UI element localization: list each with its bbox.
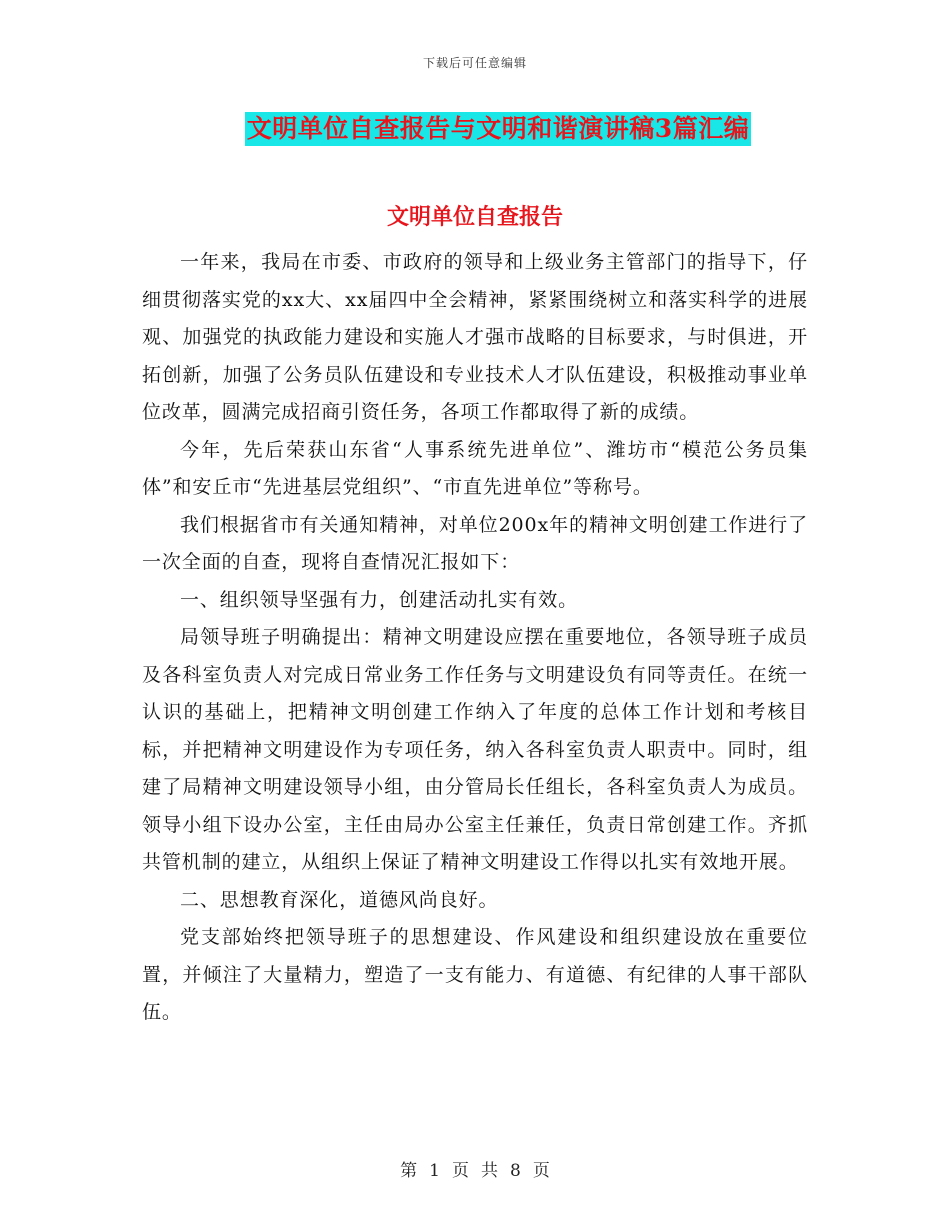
document-title-wrap xyxy=(0,112,950,146)
header-note: 下载后可任意编辑 xyxy=(422,56,527,70)
paragraph: 我们根据省市有关通知精神，对单位200x年的精神文明创建工作进行了一次全面的自查，现将自查情况汇报如下： xyxy=(142,513,808,573)
document-body xyxy=(142,244,808,1032)
document-title: 文明单位自查报告与文明和谐演讲稿3篇汇编 xyxy=(245,112,751,146)
footer-prefix: 第 xyxy=(400,1161,418,1181)
section-title: 文明单位自查报告 xyxy=(386,204,563,230)
paragraph: 今年，先后荣获山东省“人事系统先进单位”、潍坊市“模范公务员集体”和安丘市“先进基层党组织”、“市直先进单位”等称号。 xyxy=(142,438,808,498)
footer-total-word: 共 xyxy=(481,1161,498,1181)
footer-page-word: 页 xyxy=(452,1161,469,1181)
paragraph: 局领导班子明确提出：精神文明建设应摆在重要地位，各领导班子成员及各科室负责人对完成日常业务工作任务与文明建设负有同等责任。在统一认识的基础上，把精神文明创建工作纳入了年度的总体工作计划和考核目标，并把精神文明建设作为专项任务，纳入各科室负责人职责中。同时，组建了局精神文明建设领导小组，由分管局长任组长，各科室负责人为成员。领导小组下设办公室，主任由局办公室主任兼任，负责日常创建工作。齐抓共管机制的建立，从组织上保证了精神文明建设工作得以扎实有效地开展。 xyxy=(142,626,808,873)
section-heading: 一、组织领导坚强有力，创建活动扎实有效。 xyxy=(180,588,579,611)
paragraph: 一年来，我局在市委、市政府的领导和上级业务主管部门的指导下，仔细贯彻落实党的xx大、xx届四中全会精神，紧紧围绕树立和落实科学的进展观、加强党的执政能力建设和实施人才强市战略的目标要求，与时俱进，开拓创新，加强了公务员队伍建设和专业技术人才队伍建设，积极推动事业单位改革，圆满完成招商引资任务，各项工作都取得了新的成绩。 xyxy=(142,251,808,423)
page-footer xyxy=(0,1156,950,1181)
footer-current-page: 1 xyxy=(429,1161,440,1181)
footer-total-pages: 8 xyxy=(510,1161,521,1181)
paragraph: 党支部始终把领导班子的思想建设、作风建设和组织建设放在重要位置，并倾注了大量精力，塑造了一支有能力、有道德、有纪律的人事干部队伍。 xyxy=(142,926,808,1023)
section-heading: 二、思想教育深化，道德风尚良好。 xyxy=(180,888,499,911)
footer-suffix: 页 xyxy=(532,1161,550,1181)
